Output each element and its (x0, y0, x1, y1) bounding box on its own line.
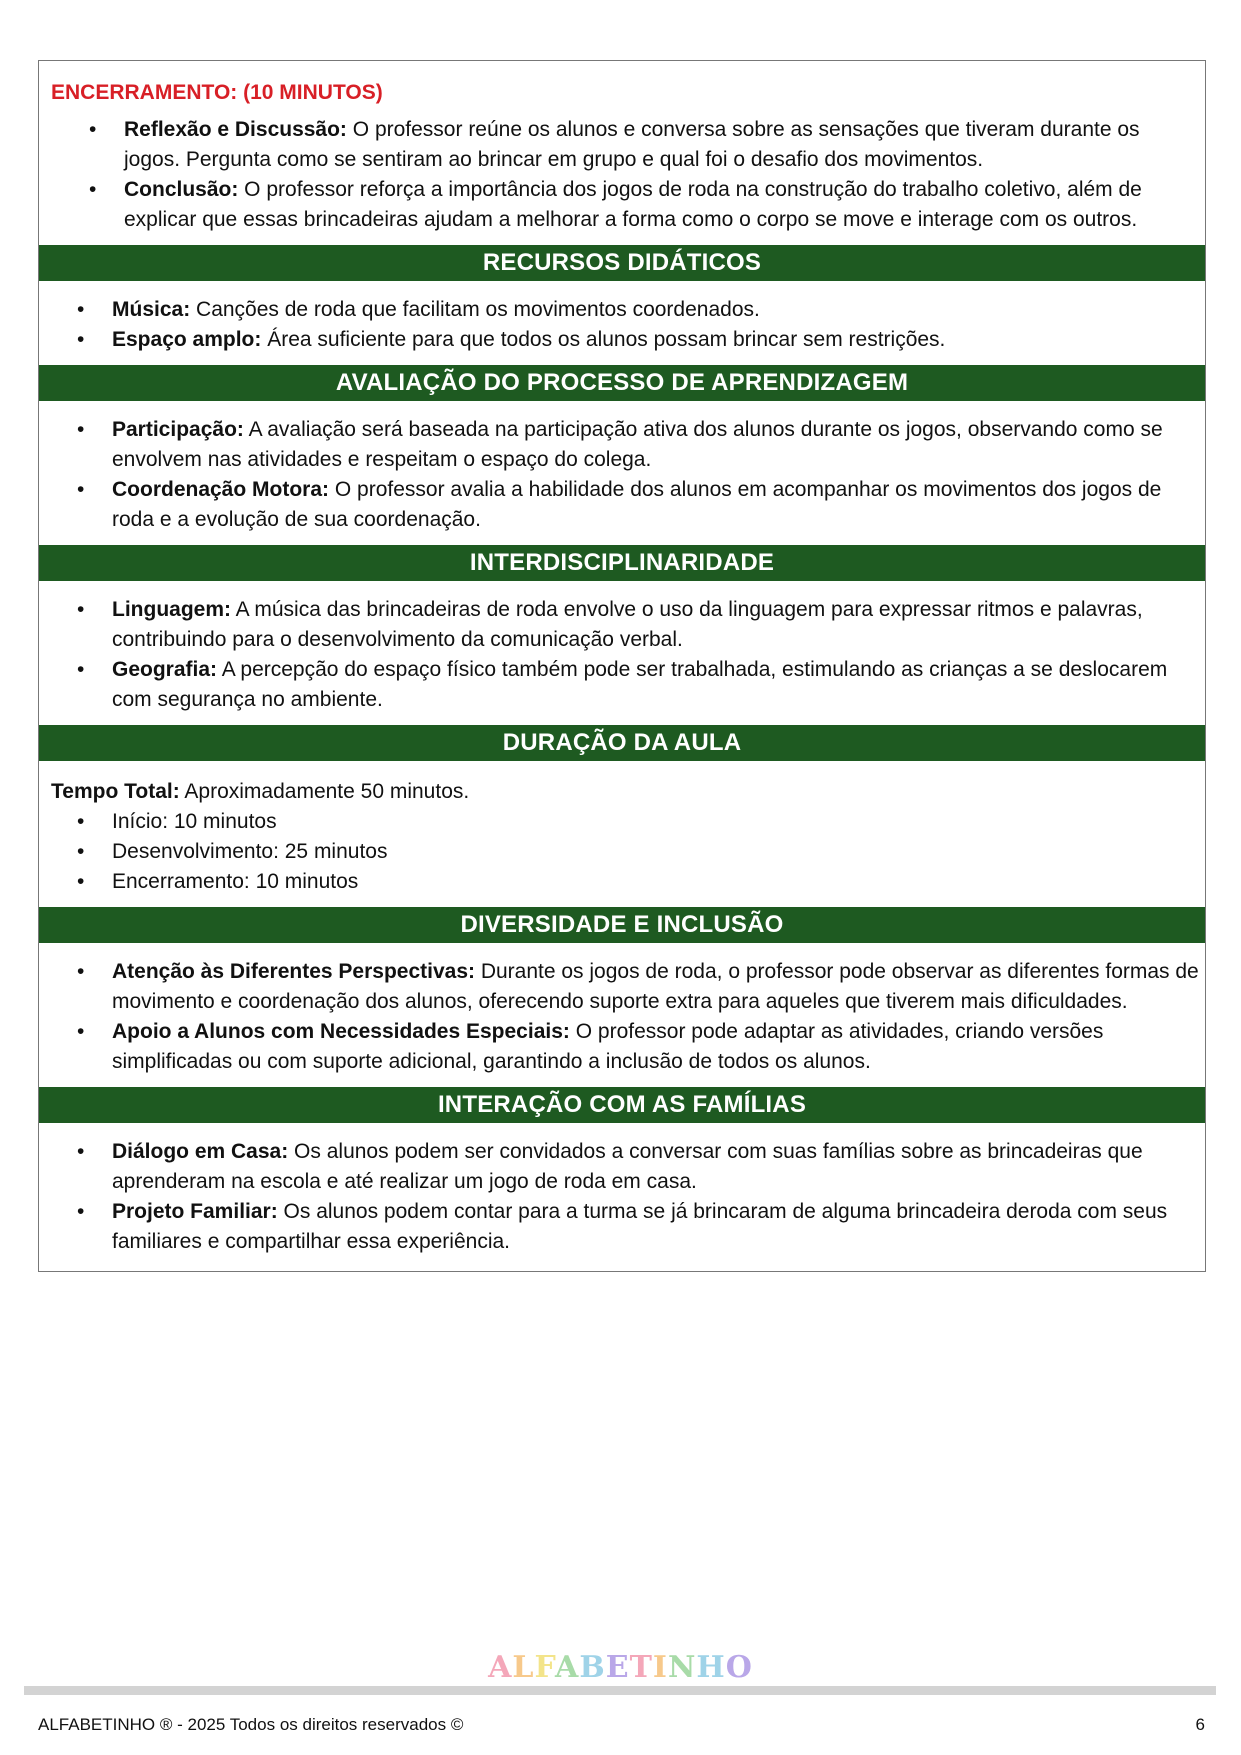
brand-letter: I (652, 1650, 668, 1685)
brand-letter: N (667, 1650, 697, 1685)
item-text: O professor pode adaptar as atividades, criando versões simplificadas ou com suporte adicional, garantindo a inclusão de todos os alunos. (112, 1020, 1104, 1073)
footer-divider (24, 1686, 1216, 1695)
item-text: A percepção do espaço físico também pode ser trabalhada, estimulando as crianças a se deslocarem com segurança no ambiente. (112, 658, 1168, 711)
brand-letter: L (512, 1650, 535, 1685)
list-item (39, 1197, 1205, 1257)
brand-logo (0, 1650, 1241, 1685)
brand-letter: A (488, 1650, 513, 1685)
page-number: 6 (1195, 1715, 1205, 1734)
item-text: O professor reúne os alunos e conversa sobre as sensações que tiveram durante os jogos. Pergunta como se sentiram ao brincar em grupo e qual foi o desafio dos movimentos. (124, 118, 1140, 171)
item-lead: Participação: (112, 418, 244, 441)
item-text: O professor reforça a importância dos jogos de roda na construção do trabalho coletivo, além de explicar que essas brincadeiras ajudam a melhorar a forma como o corpo se move e interage com os outros. (124, 178, 1142, 231)
list-item (39, 415, 1205, 475)
section-header-resources: RECURSOS DIDÁTICOS (39, 245, 1205, 281)
item-text: Área suficiente para que todos os alunos possam brincar sem restrições. (261, 328, 946, 351)
item-text: Os alunos podem ser convidados a conversar com suas famílias sobre as brincadeiras que aprenderam na escola e até realizar um jogo de roda em casa. (112, 1140, 1143, 1193)
diversity-section (39, 943, 1205, 1087)
brand-letter: A (555, 1650, 580, 1685)
footer-copyright: ALFABETINHO ® - 2025 Todos os direitos reservados © (38, 1715, 464, 1734)
list-item (39, 325, 1205, 355)
total-text: Aproximadamente 50 minutos. (179, 780, 470, 803)
list-item (51, 175, 1193, 235)
list-item: • Desenvolvimento: 25 minutos (39, 837, 1205, 867)
item-lead: Conclusão: (124, 178, 239, 201)
evaluation-section (39, 401, 1205, 545)
brand-letter: B (579, 1650, 606, 1685)
item-text: Canções de roda que facilitam os movimentos coordenados. (190, 298, 760, 321)
closing-list (51, 115, 1193, 235)
brand-letter: F (534, 1650, 556, 1685)
list-item (39, 1137, 1205, 1197)
brand-letter: T (629, 1650, 653, 1685)
item-text: A avaliação será baseada na participação ativa dos alunos durante os jogos, observando como se envolvem nas atividades e respeitam o espaço do colega. (112, 418, 1163, 471)
resources-section (39, 281, 1205, 365)
brand-letter: H (696, 1650, 726, 1685)
duration-total (39, 777, 1205, 807)
item-lead: Atenção às Diferentes Perspectivas: (112, 960, 475, 983)
item-text: Os alunos podem contar para a turma se já brincaram de alguma brincadeira deroda com seus familiares e compartilhar essa experiência. (112, 1200, 1168, 1253)
section-header-evaluation: AVALIAÇÃO DO PROCESSO DE APRENDIZAGEM (39, 365, 1205, 401)
interdisciplinary-section (39, 581, 1205, 725)
list-item (39, 655, 1205, 715)
list-item: • Início: 10 minutos (39, 807, 1205, 837)
item-lead: Espaço amplo: (112, 328, 262, 351)
list-item (39, 595, 1205, 655)
item-lead: Linguagem: (112, 598, 231, 621)
item-lead: Música: (112, 298, 191, 321)
list-item: • Encerramento: 10 minutos (39, 867, 1205, 897)
closing-title: ENCERRAMENTO: (10 MINUTOS) (51, 81, 383, 104)
item-lead: Apoio a Alunos com Necessidades Especiais: (112, 1020, 570, 1043)
brand-letter: O (725, 1650, 753, 1685)
total-lead: Tempo Total: (51, 780, 180, 803)
item-text: O professor avalia a habilidade dos alunos em acompanhar os movimentos dos jogos de roda e a evolução de sua coordenação. (112, 478, 1162, 531)
list-item (51, 115, 1193, 175)
duration-section (39, 761, 1205, 907)
item-lead: Reflexão e Discussão: (124, 118, 347, 141)
item-lead: Projeto Familiar: (112, 1200, 278, 1223)
closing-section (39, 61, 1205, 245)
brand-letter: E (605, 1650, 630, 1685)
section-header-diversity: DIVERSIDADE E INCLUSÃO (39, 907, 1205, 943)
families-section (39, 1123, 1205, 1271)
item-lead: Coordenação Motora: (112, 478, 330, 501)
item-lead: Geografia: (112, 658, 218, 681)
list-item (39, 295, 1205, 325)
lesson-plan-page (38, 60, 1206, 1272)
list-item (39, 1017, 1205, 1077)
list-item (39, 957, 1205, 1017)
section-header-families: INTERAÇÃO COM AS FAMÍLIAS (39, 1087, 1205, 1123)
section-header-duration: DURAÇÃO DA AULA (39, 725, 1205, 761)
list-item (39, 475, 1205, 535)
section-header-interdisciplinary: INTERDISCIPLINARIDADE (39, 545, 1205, 581)
item-lead: Diálogo em Casa: (112, 1140, 289, 1163)
item-text: Durante os jogos de roda, o professor pode observar as diferentes formas de movimento e coordenação dos alunos, oferecendo suporte extra para aqueles que tiverem mais dificuldades. (112, 960, 1199, 1013)
item-text: A música das brincadeiras de roda envolve o uso da linguagem para expressar ritmos e palavras, contribuindo para o desenvolvimento da comunicação verbal. (112, 598, 1143, 651)
